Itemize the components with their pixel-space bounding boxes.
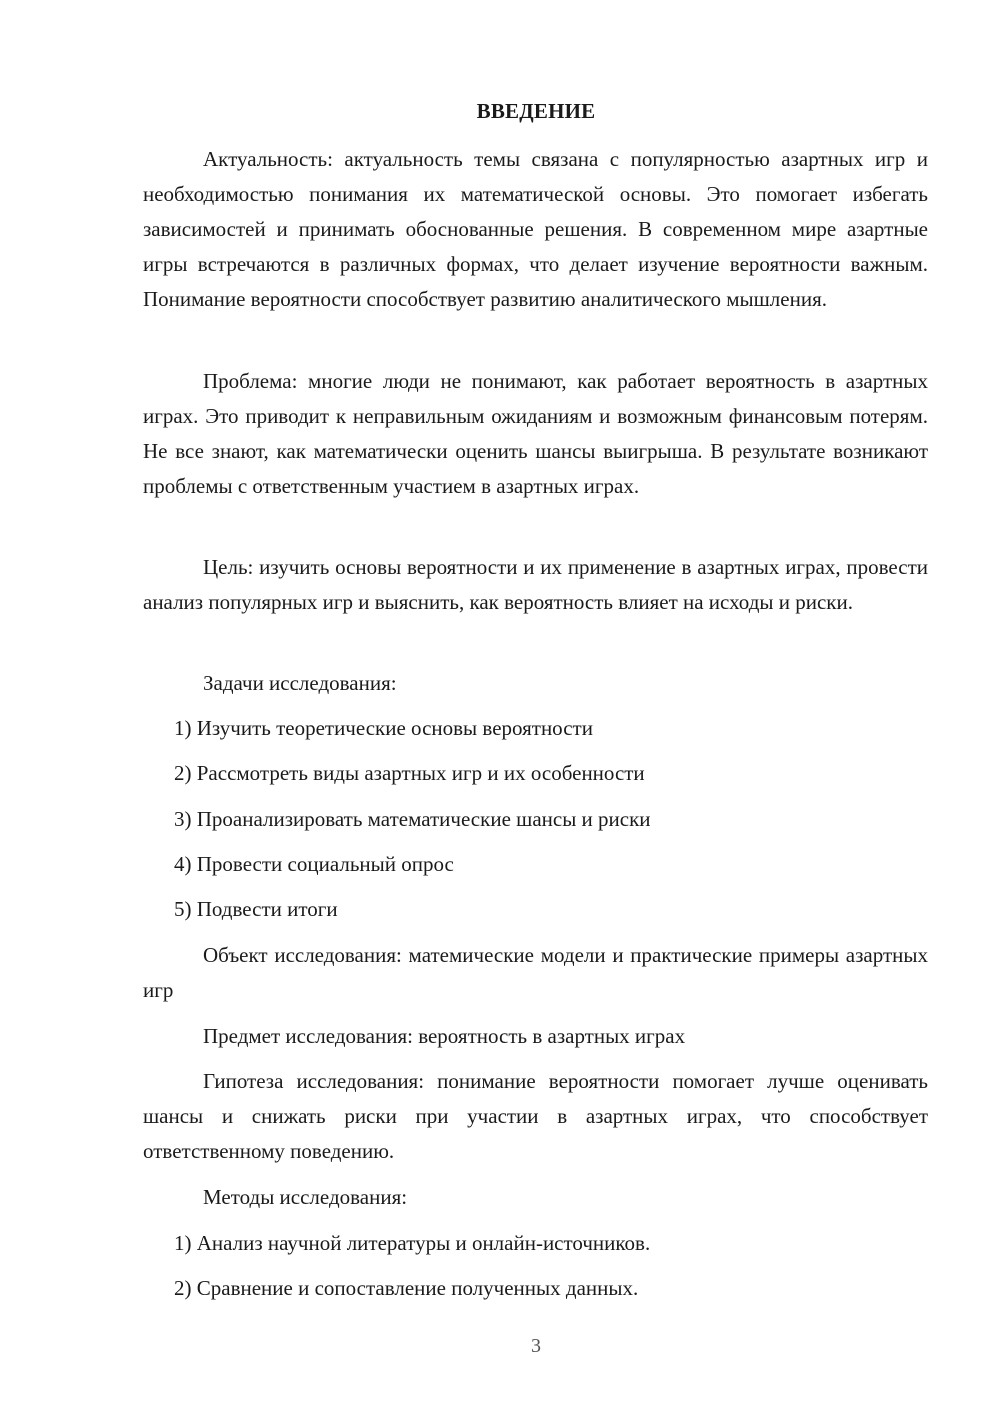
task-item: 5) Подвести итоги xyxy=(174,897,338,921)
page-number: 3 xyxy=(531,1335,541,1357)
relevance-paragraph: Актуальность: актуальность темы связана с популярностью азартных игр и необходимостью понимания их математической основы. Это помогает избегать зависимостей и принимать обоснованные решения. В современном мире азартные игры встречаются в различных формах, что делает изучение вероятности важным. Понимание вероятности способствует развитию аналитического мышления. xyxy=(143,147,928,311)
object-paragraph: Объект исследования: матемические модели и практические примеры азартных игр xyxy=(143,943,928,1002)
problem-paragraph: Проблема: многие люди не понимают, как работает вероятность в азартных играх. Это приводит к неправильным ожиданиям и возможным финансовым потерям. Не все знают, как математически оценить шансы выигрыша. В результате возникают проблемы с ответственным участием в азартных играх. xyxy=(143,369,928,498)
method-item: 2) Сравнение и сопоставление полученных данных. xyxy=(174,1276,639,1300)
section-title: ВВЕДЕНИЕ xyxy=(476,99,596,123)
goal-paragraph: Цель: изучить основы вероятности и их применение в азартных играх, провести анализ популярных игр и выяснить, как вероятность влияет на исходы и риски. xyxy=(143,555,928,614)
task-item: 4) Провести социальный опрос xyxy=(174,852,454,876)
task-item: 3) Проанализировать математические шансы и риски xyxy=(174,807,651,831)
subject-paragraph: Предмет исследования: вероятность в азартных играх xyxy=(203,1024,686,1048)
task-item: 2) Рассмотреть виды азартных игр и их особенности xyxy=(174,761,645,785)
method-item: 1) Анализ научной литературы и онлайн-источников. xyxy=(174,1231,651,1255)
task-item: 1) Изучить теоретические основы вероятности xyxy=(174,716,593,740)
hypothesis-paragraph: Гипотеза исследования: понимание вероятности помогает лучше оценивать шансы и снижать риски при участии в азартных играх, что способствует ответственному поведению. xyxy=(143,1069,928,1163)
tasks-heading: Задачи исследования: xyxy=(203,671,397,695)
methods-heading: Методы исследования: xyxy=(203,1185,408,1209)
